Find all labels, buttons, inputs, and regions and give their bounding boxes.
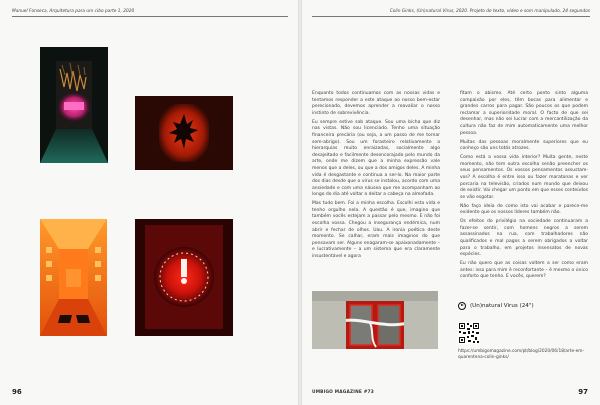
paragraph: fitam o abismo. Até certo ponto sinto alguma compaixão por eles, têm bocas para alimentar e grandes carros para pagar. São poucos os que podem reclamar a superioridade moral. O facto de que sei desenhar, mas não sei lucrar com a mercantilização da cultura não faz de mim automaticamente uma melhor pessoa. bbox=[460, 91, 588, 136]
left-page-number: 96 bbox=[12, 388, 22, 396]
video-title-row[interactable] bbox=[458, 302, 534, 310]
text-column-1 bbox=[312, 91, 440, 263]
photo-red-room-figure bbox=[135, 96, 233, 170]
right-running-header: Colin Ginks, (Un)natural Virus, 2020. Projeto de texto, vídeo e som manipulado, 24 segundos bbox=[312, 9, 590, 17]
paragraph: Muitas das pessoas moralmente superiores que eu conheço são uns totós atrozes. bbox=[460, 139, 588, 152]
qr-code[interactable] bbox=[458, 322, 480, 344]
left-running-header: Manuel Fonseca, Arquitetura para um cibo parte 1, 2020 bbox=[12, 9, 288, 17]
paragraph: Eu sempre estive sob ataque. Sou uma bicha que diz nas vistas. Não sou licenciado. Tenho uma situação financeira precária (ou seja, a um passo de me tornar sem-abrigo). Sou um forasteiro relativamente a hierarquias muito enraizadas, socialmente algo desajeitado e facilmente desencorajado pelo mundo da arte, onde me dizem que a minha expressão vale menos que a deles, ou que a dos amigos deles. A minha vida é desgastante e continua a ser-lo. Na maior parte dos dias desde que o vírus se instalou, acordo com uma ansiedade e com uma náusea que me acompanham ao longo do dia até voltar a deitar a cabeça na almofada. bbox=[312, 119, 440, 198]
play-icon[interactable] bbox=[458, 302, 466, 310]
paragraph: Não faço ideia de como isto vai acabar e parece-me evidente que os nossos líderes também não. bbox=[460, 203, 588, 216]
paragraph: Como está a vossa vida interior? Muita gente, neste momento, não tem outra escolha senão preencher os seus pensamentos. Os vossos pensamentos assustam-vos? A escolha é entre isso ou fazer maratonas e ver porcaria na televisão, criados num mundo que deixou de existir. Vai chegar um ponto em que esses conteúdos se vão esgotar. bbox=[460, 155, 588, 200]
magazine-footer: UMBIGO MAGAZINE #73 bbox=[312, 390, 374, 395]
right-page-number: 97 bbox=[578, 388, 588, 396]
paragraph: Enquanto todos continuamos com as nossas vidas e tentamos responder a este ataque ao nosso bem-estar perecionado, devemos aprender a reavaliar o nosso instinto de sobrevivência. bbox=[312, 91, 440, 116]
paragraph: Eu não quero que as coisas voltem a ser como eram antes: isso para mim é reconfortante – é mesmo o único conforto que tenho. E vocês, querem? bbox=[460, 261, 588, 280]
right-page bbox=[302, 0, 600, 405]
left-page bbox=[0, 0, 298, 405]
photo-red-ring bbox=[135, 219, 233, 336]
photo-pink-light-doorway bbox=[40, 47, 108, 163]
photo-red-door bbox=[312, 291, 438, 349]
text-column-2 bbox=[460, 91, 588, 283]
video-link[interactable]: https://umbigomagazine.com/pt/blog/2020/06/18/arte-em-quarentena-colin-ginks/ bbox=[458, 349, 585, 360]
photo-orange-corridor bbox=[40, 219, 107, 336]
paragraph: Mas tudo bem. Foi a minha escolha. Escolhi esta vida e tenho orgulho nela. A questão é que, imagino que também vocês estejam a passar pelo mesmo. E não foi escolha vossa. Chegou a insegurança endémica, num abrir e fechar de olhos. Uau. A ironia poética deste momento. Se calhar, eram mais imaginos do que pensavam ser. Alguns enagaram-se apaixonadamente – e lucrativamente – a um sistema que era claramente insustentável e agora bbox=[312, 201, 440, 260]
video-title: (Un)natural Virus (24") bbox=[470, 303, 534, 309]
paragraph: Os efeitos do privilégio na sociedade continuaram a fazer-se sentir, com homens negros a serem assassinados na rua, com trabalhadores não qualificados e mal pagos a serem obrigados a voltar para o trabalho, em projetos insensatos de novas espécies. bbox=[460, 219, 588, 258]
